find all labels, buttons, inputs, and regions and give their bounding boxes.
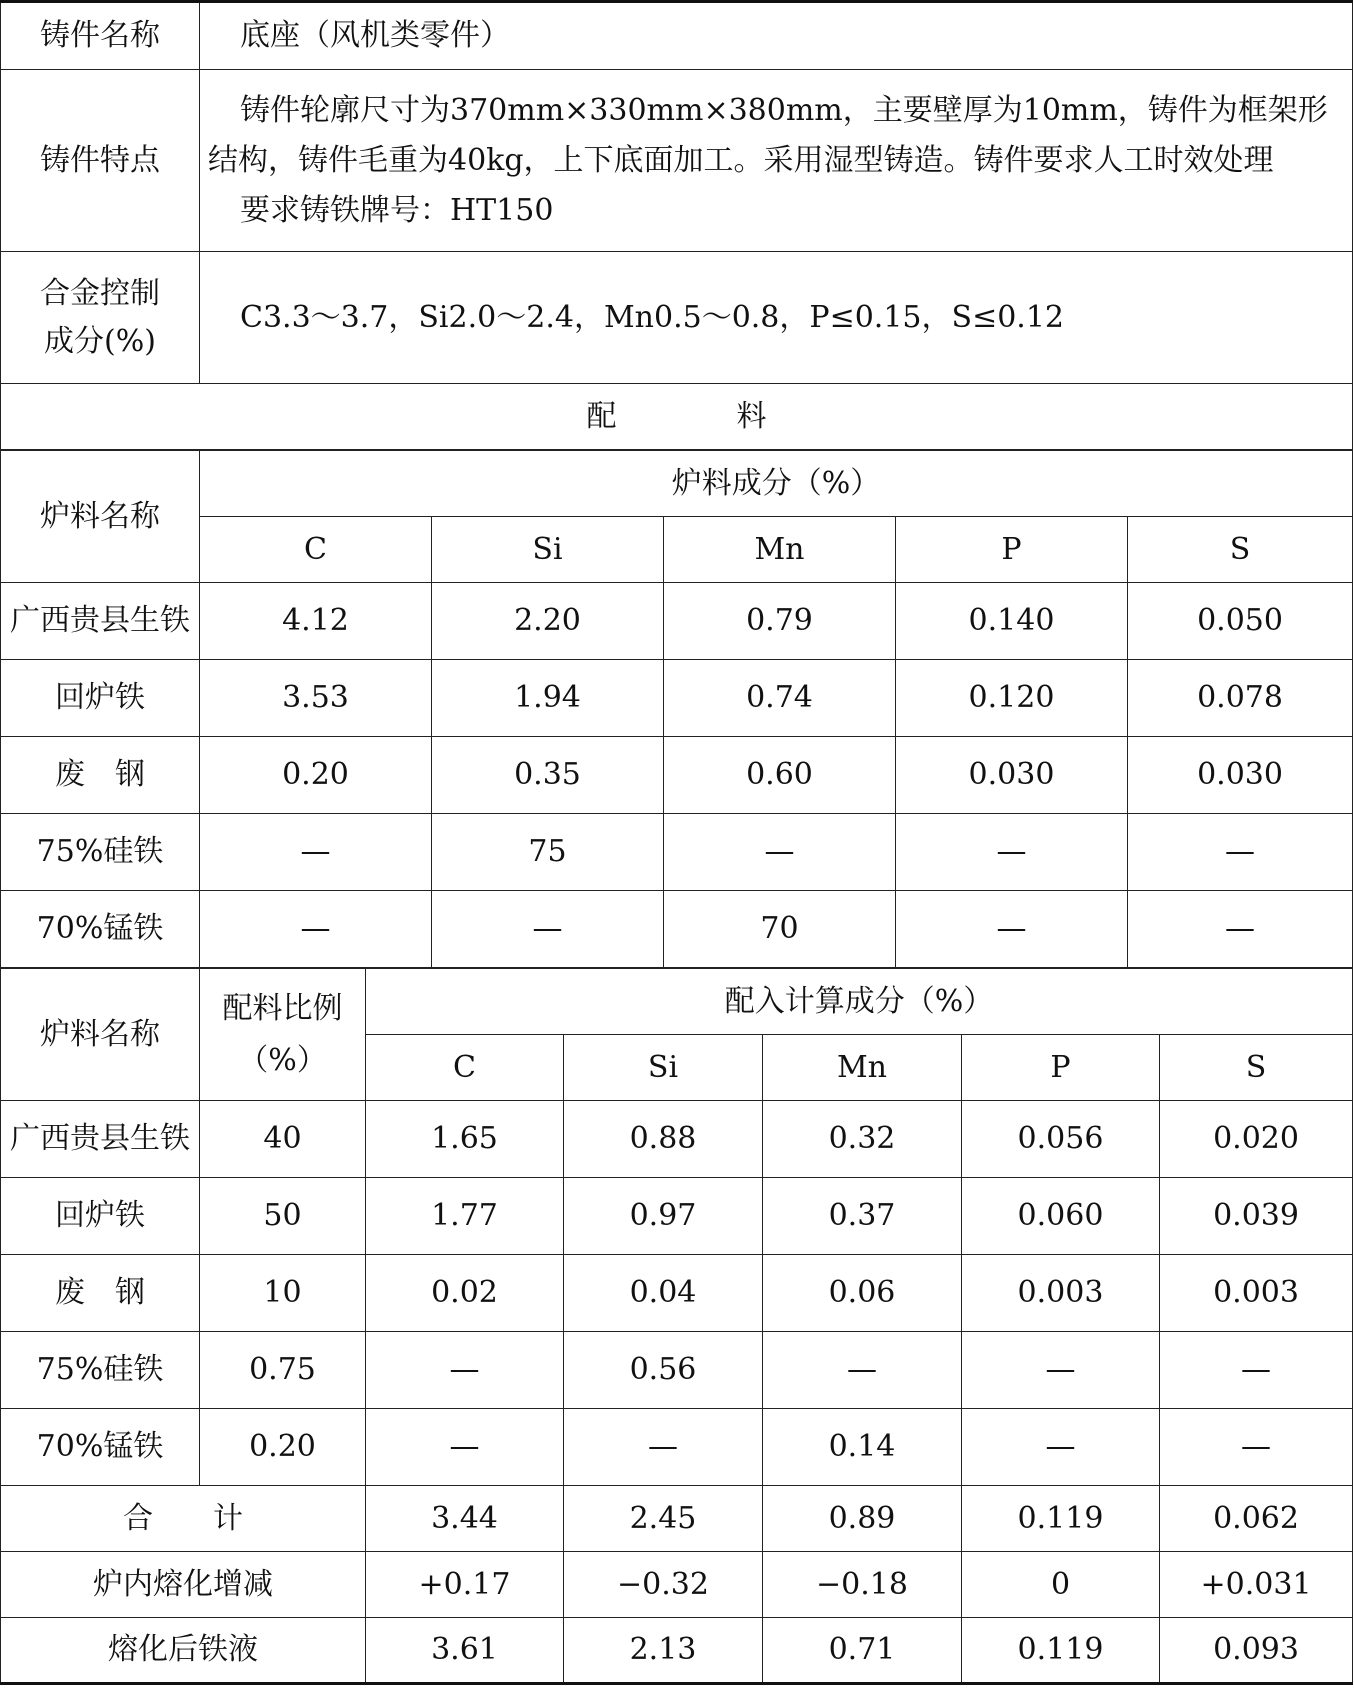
element-header: C bbox=[366, 1035, 564, 1101]
cell-value: 70 bbox=[664, 891, 896, 968]
casting-name-label: 铸件名称 bbox=[1, 2, 200, 70]
cell-value: 0.71 bbox=[763, 1618, 962, 1684]
element-header: Mn bbox=[664, 517, 896, 583]
cell-value: 0.89 bbox=[763, 1486, 962, 1552]
cell-value: 0.06 bbox=[763, 1255, 962, 1332]
cell-value: 0.88 bbox=[564, 1101, 763, 1178]
cell-value: 0.039 bbox=[1160, 1178, 1353, 1255]
ratio-value: 10 bbox=[200, 1255, 366, 1332]
cell-value: 0.140 bbox=[896, 583, 1128, 660]
table-row bbox=[1, 814, 1353, 891]
cell-value: 1.65 bbox=[366, 1101, 564, 1178]
cell-value: 0.74 bbox=[664, 660, 896, 737]
element-header: S bbox=[1160, 1035, 1353, 1101]
cell-value: 0.119 bbox=[962, 1618, 1160, 1684]
element-header: Mn bbox=[763, 1035, 962, 1101]
cell-value: 0.35 bbox=[432, 737, 664, 814]
cell-value: 0.020 bbox=[1160, 1101, 1353, 1178]
feature-line: 要求铸铁牌号：HT150 bbox=[240, 192, 554, 228]
calc-comp-header: 配入计算成分（%） bbox=[366, 969, 1353, 1035]
cell-value: 0.97 bbox=[564, 1178, 763, 1255]
alloy-value: C3.3～3.7，Si2.0～2.4，Mn0.5～0.8，P≤0.15，S≤0.12 bbox=[200, 252, 1353, 384]
ratio-value: 0.75 bbox=[200, 1332, 366, 1409]
cell-value: 0.030 bbox=[896, 737, 1128, 814]
cell-value: 0.062 bbox=[1160, 1486, 1353, 1552]
cell-value: −0.32 bbox=[564, 1552, 763, 1618]
cell-value: — bbox=[1160, 1332, 1353, 1409]
charge-composition-table bbox=[0, 450, 1353, 968]
cell-value: 0.20 bbox=[200, 737, 432, 814]
ratio-value: 40 bbox=[200, 1101, 366, 1178]
cell-value: 0.120 bbox=[896, 660, 1128, 737]
ratio-value: 50 bbox=[200, 1178, 366, 1255]
material-name: 75%硅铁 bbox=[1, 814, 200, 891]
casting-feature-label: 铸件特点 bbox=[1, 70, 200, 252]
cell-value: — bbox=[432, 891, 664, 968]
cell-value: — bbox=[1128, 891, 1353, 968]
table-row bbox=[1, 1178, 1353, 1255]
cell-value: 0.119 bbox=[962, 1486, 1160, 1552]
cell-value: — bbox=[896, 891, 1128, 968]
table-row bbox=[1, 583, 1353, 660]
cell-value: 1.77 bbox=[366, 1178, 564, 1255]
table-row bbox=[1, 891, 1353, 968]
cell-value: −0.18 bbox=[763, 1552, 962, 1618]
cell-value: 0.04 bbox=[564, 1255, 763, 1332]
cell-value: 0.093 bbox=[1160, 1618, 1353, 1684]
cell-value: — bbox=[962, 1332, 1160, 1409]
cell-value: 3.44 bbox=[366, 1486, 564, 1552]
calculated-composition-table bbox=[0, 968, 1353, 1685]
cell-value: 2.45 bbox=[564, 1486, 763, 1552]
table-row bbox=[1, 1332, 1353, 1409]
cell-value: 2.13 bbox=[564, 1618, 763, 1684]
material-name: 废 钢 bbox=[1, 737, 200, 814]
table-row bbox=[1, 1255, 1353, 1332]
summary-label: 熔化后铁液 bbox=[1, 1618, 366, 1684]
table-row bbox=[1, 660, 1353, 737]
table-row bbox=[1, 737, 1353, 814]
summary-label: 合 计 bbox=[1, 1486, 366, 1552]
cell-value: 75 bbox=[432, 814, 664, 891]
material-name: 70%锰铁 bbox=[1, 1409, 200, 1486]
element-header: P bbox=[962, 1035, 1160, 1101]
cell-value: 0.56 bbox=[564, 1332, 763, 1409]
info-table bbox=[0, 0, 1353, 450]
summary-row-total bbox=[1, 1486, 1353, 1552]
cell-value: — bbox=[763, 1332, 962, 1409]
cell-value: 2.20 bbox=[432, 583, 664, 660]
summary-row-change bbox=[1, 1552, 1353, 1618]
cell-value: — bbox=[200, 814, 432, 891]
charge-comp-header: 炉料成分（%） bbox=[200, 451, 1353, 517]
cell-value: 0 bbox=[962, 1552, 1160, 1618]
cell-value: 0.02 bbox=[366, 1255, 564, 1332]
cell-value: — bbox=[962, 1409, 1160, 1486]
cell-value: 0.078 bbox=[1128, 660, 1353, 737]
element-header: S bbox=[1128, 517, 1353, 583]
cell-value: — bbox=[366, 1332, 564, 1409]
cell-value: 0.056 bbox=[962, 1101, 1160, 1178]
casting-name-value: 底座（风机类零件） bbox=[200, 2, 1353, 70]
cell-value: 1.94 bbox=[432, 660, 664, 737]
section-title: 配 料 bbox=[1, 384, 1353, 450]
summary-label: 炉内熔化增减 bbox=[1, 1552, 366, 1618]
cell-value: 4.12 bbox=[200, 583, 432, 660]
cell-value: 0.32 bbox=[763, 1101, 962, 1178]
cell-value: 0.003 bbox=[1160, 1255, 1353, 1332]
cell-value: — bbox=[1160, 1409, 1353, 1486]
ratio-value: 0.20 bbox=[200, 1409, 366, 1486]
ratio-header: 配料比例 （%） bbox=[200, 969, 366, 1101]
cell-value: 0.060 bbox=[962, 1178, 1160, 1255]
cell-value: 0.030 bbox=[1128, 737, 1353, 814]
charge-name-header: 炉料名称 bbox=[1, 451, 200, 583]
material-name: 回炉铁 bbox=[1, 660, 200, 737]
feature-line: 结构，铸件毛重为40kg，上下底面加工。采用湿型铸造。铸件要求人工时效处理 bbox=[208, 142, 1274, 178]
casting-feature-value bbox=[200, 70, 1353, 252]
calc-name-header: 炉料名称 bbox=[1, 969, 200, 1101]
element-header: Si bbox=[564, 1035, 763, 1101]
table-row bbox=[1, 1409, 1353, 1486]
alloy-label: 合金控制 成分(%) bbox=[1, 252, 200, 384]
material-name: 回炉铁 bbox=[1, 1178, 200, 1255]
element-header: Si bbox=[432, 517, 664, 583]
material-name: 75%硅铁 bbox=[1, 1332, 200, 1409]
cell-value: 0.37 bbox=[763, 1178, 962, 1255]
cell-value: — bbox=[564, 1409, 763, 1486]
material-name: 广西贵县生铁 bbox=[1, 1101, 200, 1178]
cell-value: — bbox=[1128, 814, 1353, 891]
feature-line: 铸件轮廓尺寸为370mm×330mm×380mm，主要壁厚为10mm，铸件为框架形 bbox=[240, 92, 1328, 128]
material-name: 广西贵县生铁 bbox=[1, 583, 200, 660]
cell-value: 0.14 bbox=[763, 1409, 962, 1486]
element-header: P bbox=[896, 517, 1128, 583]
cell-value: 0.003 bbox=[962, 1255, 1160, 1332]
cell-value: 0.79 bbox=[664, 583, 896, 660]
cell-value: — bbox=[664, 814, 896, 891]
cell-value: — bbox=[896, 814, 1128, 891]
cell-value: +0.17 bbox=[366, 1552, 564, 1618]
cell-value: +0.031 bbox=[1160, 1552, 1353, 1618]
element-header: C bbox=[200, 517, 432, 583]
summary-row-molten bbox=[1, 1618, 1353, 1684]
table-row bbox=[1, 1101, 1353, 1178]
cell-value: — bbox=[366, 1409, 564, 1486]
cell-value: 3.61 bbox=[366, 1618, 564, 1684]
cell-value: 0.60 bbox=[664, 737, 896, 814]
cell-value: 0.050 bbox=[1128, 583, 1353, 660]
cell-value: — bbox=[200, 891, 432, 968]
material-name: 废 钢 bbox=[1, 1255, 200, 1332]
material-name: 70%锰铁 bbox=[1, 891, 200, 968]
cell-value: 3.53 bbox=[200, 660, 432, 737]
